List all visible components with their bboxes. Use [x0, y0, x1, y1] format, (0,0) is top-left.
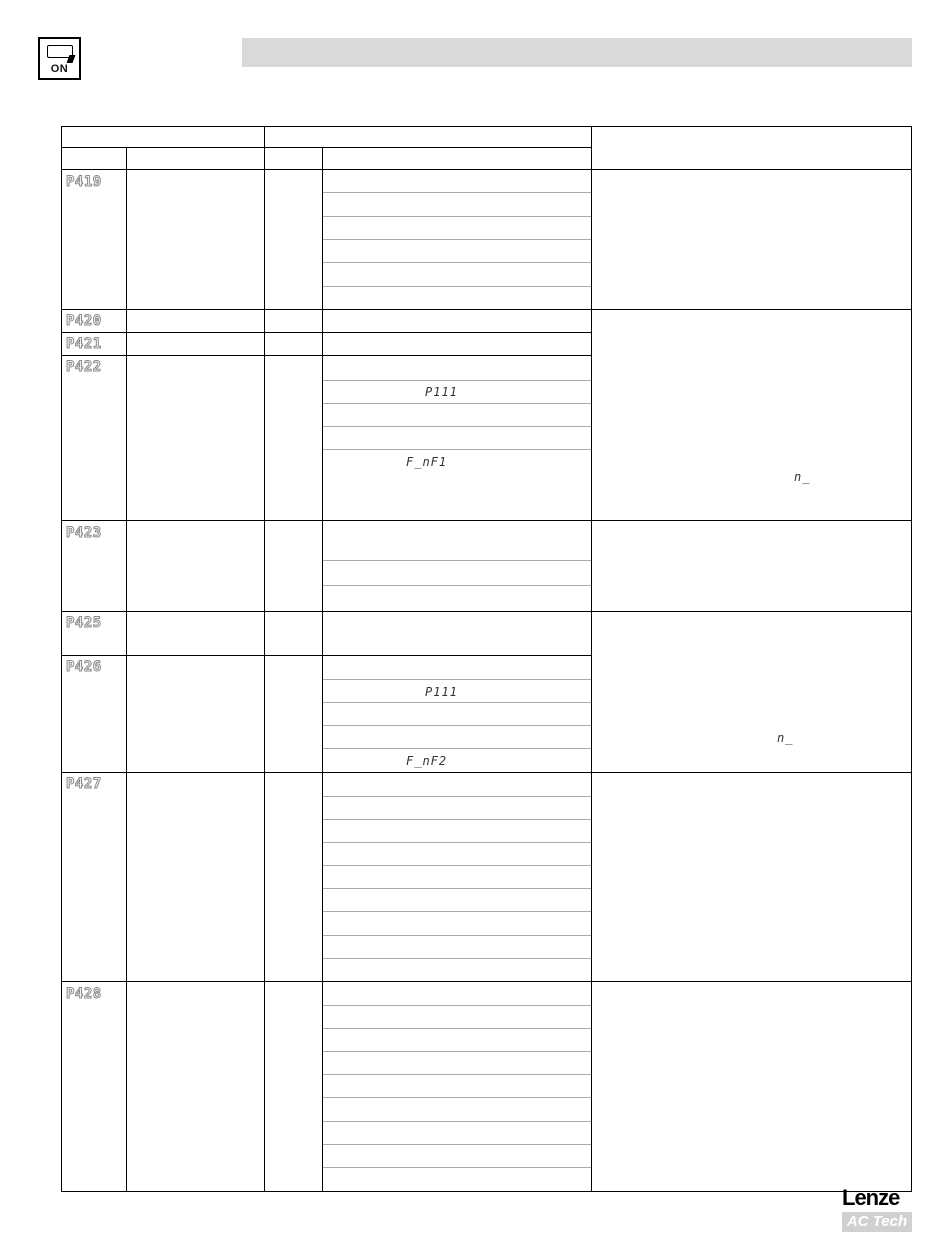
param-code-p426: P426 — [66, 659, 102, 675]
display-note-n: n_ — [794, 470, 811, 484]
param-code-p427: P427 — [66, 776, 102, 792]
param-code-p428: P428 — [66, 986, 102, 1002]
param-code-p425: P425 — [66, 615, 102, 631]
display-code-fnf1: F_nF1 — [406, 455, 448, 469]
logo-sub: AC Tech — [842, 1212, 912, 1232]
param-code-p421: P421 — [66, 336, 102, 352]
switch-label: ON — [50, 63, 69, 75]
lenze-ac-tech-logo — [842, 1186, 912, 1234]
param-code-p419: P419 — [66, 174, 102, 190]
display-code-fnf2: F_nF2 — [406, 754, 448, 768]
display-code-p111: P111 — [425, 385, 458, 399]
param-code-p420: P420 — [66, 313, 102, 329]
param-code-p422: P422 — [66, 359, 102, 375]
display-note-n: n_ — [777, 731, 794, 745]
display-code-p111: P111 — [425, 685, 458, 699]
logo-brand: Lenze — [842, 1185, 900, 1210]
param-code-p423: P423 — [66, 525, 102, 541]
